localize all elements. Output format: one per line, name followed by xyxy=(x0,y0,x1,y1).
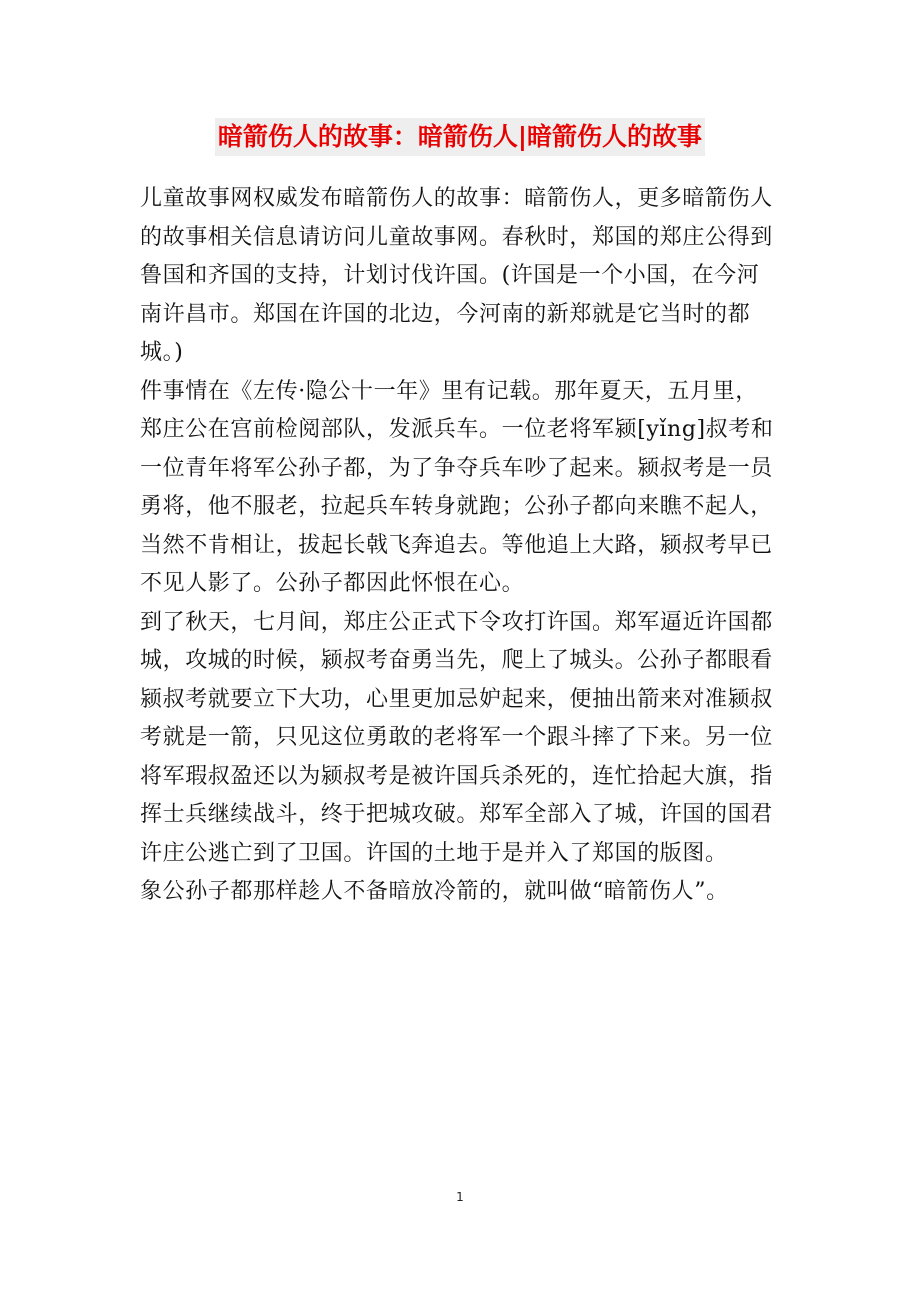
page-title-text: 暗箭伤人的故事：暗箭伤人|暗箭伤人的故事 xyxy=(215,118,705,156)
paragraph-4: 象公孙子都那样趁人不备暗放冷箭的，就叫做“暗箭伤人”。 xyxy=(140,879,729,904)
paragraph-2: 件事情在《左传·隐公十一年》里有记载。那年夏天，五月里，郑庄公在宫前检阅部队，发派兵车。一位老将军颍[yǐng]叔考和一位青年将军公孙子都，为了争夺兵车吵了起来。颍叔考是一员勇将，他不服老，拉起兵车转身就跑；公孙子都向来瞧不起人，当然不肯相让，拔起长戟飞奔追去。等他追上大路，颍叔考早已不见人影了。公孙子都因此怀恨在心。 xyxy=(140,378,774,596)
page-title xyxy=(0,112,920,156)
document-body xyxy=(140,180,776,912)
paragraph-3: 到了秋天，七月间，郑庄公正式下令攻打许国。郑军逼近许国都城，攻城的时候，颍叔考奋勇当先，爬上了城头。公孙子都眼看颍叔考就要立下大功，心里更加忌妒起来，便抽出箭来对准颍叔考就是一箭，只见这位勇敢的老将军一个跟斗摔了下来。另一位将军瑕叔盈还以为颍叔考是被许国兵杀死的，连忙拾起大旗，指挥士兵继续战斗，终于把城攻破。郑军全部入了城，许国的国君许庄公逃亡到了卫国。许国的土地于是并入了郑国的版图。 xyxy=(140,609,773,866)
page-number: 1 xyxy=(456,1190,464,1204)
paragraph-1: 儿童故事网权威发布暗箭伤人的故事：暗箭伤人，更多暗箭伤人的故事相关信息请访问儿童故事网。春秋时，郑国的郑庄公得到鲁国和齐国的支持，计划讨伐许国。(许国是一个小国，在今河南许昌市。郑国在许国的北边，今河南的新郑就是它当时的都城。) xyxy=(140,186,773,365)
